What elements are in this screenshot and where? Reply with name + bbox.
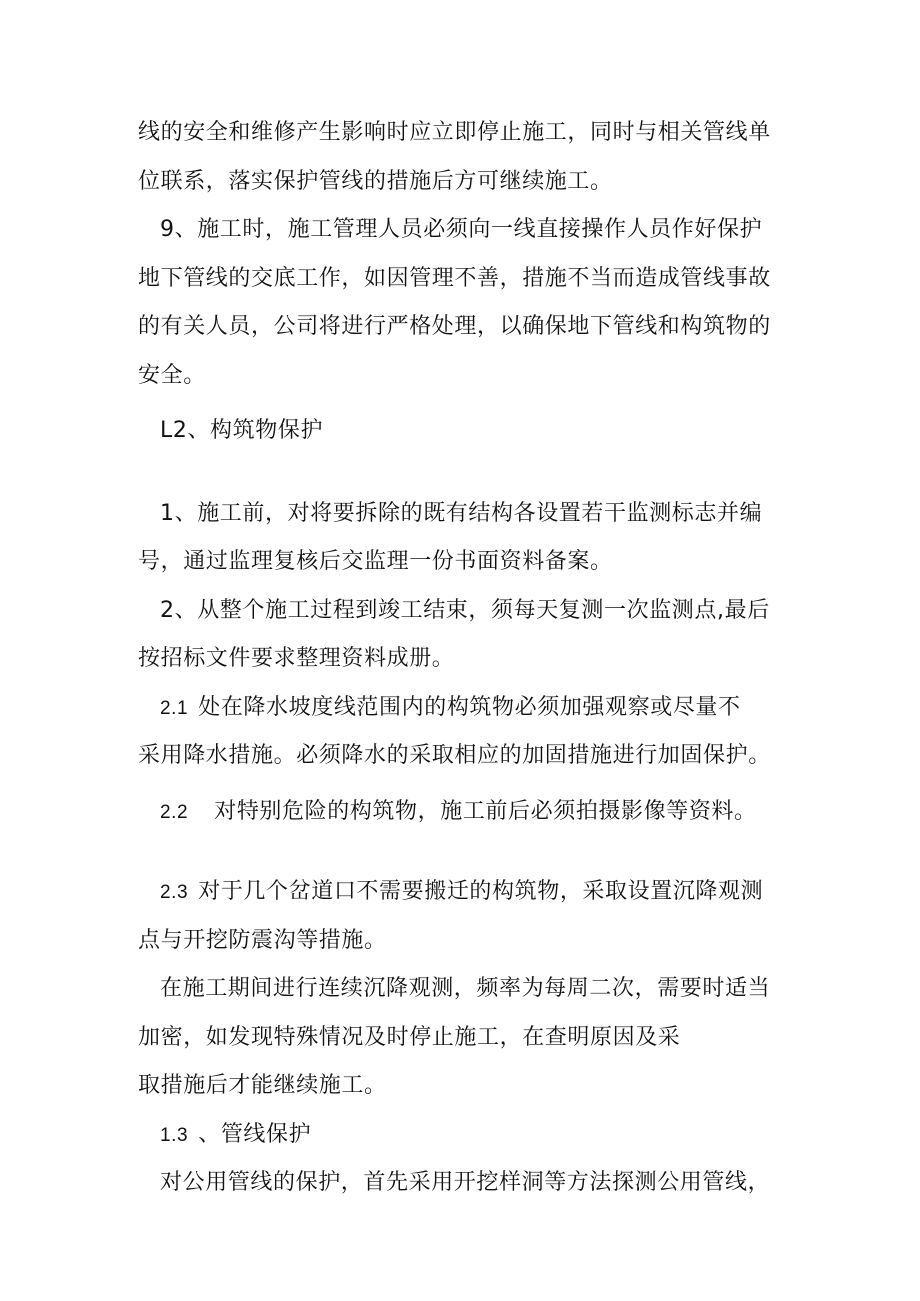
text-line: 线的安全和维修产生影响时应立即停止施工，同时与相关管线单 [138,120,771,145]
text-line: 取措施后才能继续施工。 [138,1073,387,1098]
text-line: 地下管线的交底工作，如因管理不善，措施不当而造成管线事故 [138,266,771,291]
paragraph-monitoring-start: 在施工期间进行连续沉降观测，频率为每周二次，需要时适当 [160,976,771,1001]
text-line: 位联系，落实保护管线的措施后方可继续施工。 [138,169,613,194]
text-line: 的有关人员，公司将进行严格处理，以确保地下管线和构筑物的 [138,314,771,339]
subsection-2-3 [160,877,763,908]
text-line: 采用降水措施。必须降水的采取相应的加固措施进行加固保护。 [138,743,771,768]
paragraph-2-start: 2、从整个施工过程到竣工结束，须每天复测一次监测点,最后 [160,598,770,623]
text-line: 加密，如发现特殊情况及时停止施工，在查明原因及采 [138,1025,681,1050]
subsection-number: 2.1 [160,698,189,719]
subsection-number: 2.2 [160,802,189,823]
section-title: 、管线保护 [198,1122,312,1147]
subsection-number: 2.3 [160,882,189,903]
section-1-3-heading [160,1120,311,1151]
text-line: 点与开挖防震沟等措施。 [138,928,387,953]
subsection-text: 对于几个岔道口不需要搬迁的构筑物，采取设置沉降观测 [198,879,764,904]
section-number: 1.3 [160,1125,189,1146]
subsection-2-1 [160,693,741,724]
text-line: 安全。 [138,363,206,388]
section-heading: L2、构筑物保护 [160,418,324,443]
subsection-text: 对特别危险的构筑物，施工前后必须拍摄影像等资料。 [214,799,757,824]
text-line: 按招标文件要求整理资料成册。 [138,646,455,671]
paragraph-pipeline-start: 对公用管线的保护，首先采用开挖样洞等方法探测公用管线， [160,1170,771,1195]
text-line: 号，通过监理复核后交监理一份书面资料备案。 [138,549,613,574]
paragraph-1-start: 1、施工前，对将要拆除的既有结构各设置若干监测标志并编 [160,501,763,526]
paragraph-9-start: 9、施工时，施工管理人员必须向一线直接操作人员作好保护 [160,217,763,242]
subsection-2-2 [160,797,757,828]
subsection-text: 处在降水坡度线范围内的构筑物必须加强观察或尽量不 [198,695,741,720]
